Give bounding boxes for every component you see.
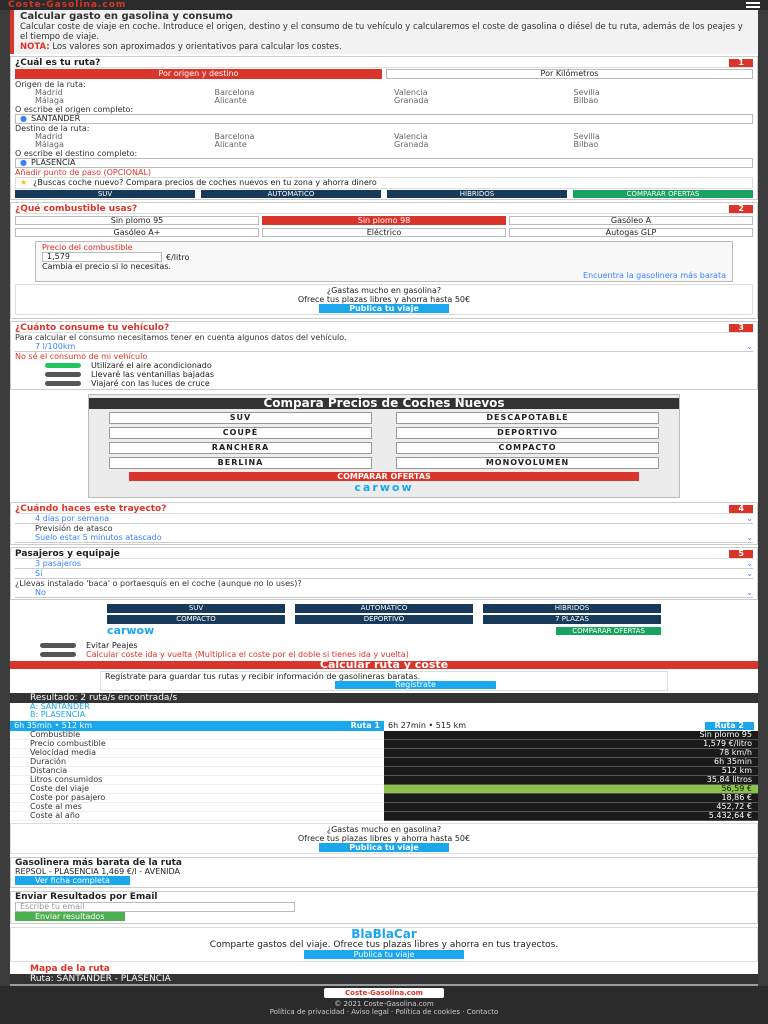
note-label: NOTA: [20,42,50,52]
route-to: B: PLASENCIA [30,710,86,719]
ad-item[interactable]: MONOVOLUMEN [396,457,659,469]
ad2-item[interactable]: SUV [107,604,285,613]
result-value: 452,72 € [384,803,758,812]
route-section [10,56,758,200]
publish-trip-button[interactable]: Publica tu viaje [319,843,449,852]
result-label: Coste al año [10,812,384,821]
price-unit: €/litro [166,252,190,262]
destination-city[interactable]: Madrid [35,132,63,141]
cheapest-text: REPSOL - PLASENCIA 1,469 €/l - AVENIDA [15,867,181,876]
ad-item[interactable]: DESCAPOTABLE [396,412,659,424]
roof-select[interactable] [15,588,753,598]
destination-city[interactable]: Granada [394,140,429,149]
calculate-button[interactable]: Calcular ruta y coste [10,661,758,669]
toggle-lights[interactable] [15,379,753,388]
roof-value: No [35,588,46,597]
price-value: 1,579 [47,252,70,261]
step-badge-1: 1 [729,59,753,67]
destination-city[interactable]: Sevilla [573,132,600,141]
fuel-price-box [35,241,733,282]
result-label: Combustible [10,731,384,740]
note-text: Los valores son aproximados y orientativos para calcular los costes. [52,42,342,52]
carwow-ad [88,394,680,498]
fuel-section [10,202,758,319]
email-placeholder: Escribe tu email [20,902,85,911]
route2-summary: 6h 27min • 515 km [388,721,467,730]
lightbulb-icon: ★ [20,178,28,187]
email-block [10,891,758,924]
origin-city[interactable]: Bilbao [573,96,599,105]
site-logo[interactable]: Coste-Gasolina.com [8,0,127,10]
footer-links[interactable]: Política de privacidad · Aviso legal · Política de cookies · Contacto [269,1008,499,1016]
origin-city[interactable]: Alicante [214,96,247,105]
bbc-sub: Ofrece tus plazas libres y ahorra hasta 50€ [297,295,471,304]
destination-city[interactable]: Alicante [214,140,247,149]
toggle-switch[interactable] [40,643,76,648]
ad-compare-button[interactable]: COMPARAR OFERTAS [129,472,639,481]
consumption-select[interactable] [15,342,753,352]
passengers-value: 3 pasajeros [35,559,82,568]
cheapest-station-block [10,857,758,888]
luggage-value: Sí [35,569,43,578]
cheapest-station-link[interactable]: Encuentra la gasolinera más barata [583,271,726,280]
chip-suv[interactable]: SUV [15,190,195,198]
origin-city[interactable]: Málaga [35,96,64,105]
page-title: Calcular gasto en gasolina y consumo [20,11,233,22]
top-bar [0,0,768,10]
email-input[interactable] [15,902,295,912]
fuel-options [15,214,753,239]
register-text: Regístrate para guardar tus rutas y recibir información de gasolineras baratas. [105,672,421,681]
destination-city[interactable]: Málaga [35,140,64,149]
ad2-item[interactable]: HÍBRIDOS [483,604,661,613]
promo-text: Comparte gastos del viaje. Ofrece tus plazas libres y ahorra en tus trayectos. [209,940,559,950]
chip-automatic[interactable]: AUTOMÁTICO [201,190,381,198]
ad-item[interactable]: COUPÉ [109,427,372,439]
toggle-avoid-tolls[interactable] [10,641,758,650]
origin-label: Origen de la ruta: [15,80,86,89]
route-title: ¿Cuál es tu ruta? [15,57,101,68]
roof-question: ¿Llevas instalado 'baca' o portaesquís en el coche (aunque no lo uses)? [15,579,302,588]
view-details-button[interactable]: Ver ficha completa [15,876,130,885]
result-value: Sin plomo 95 [384,731,758,740]
price-label: Precio del combustible [42,243,133,252]
passengers-title: Pasajeros y equipaje [15,548,120,559]
origin-input[interactable] [15,114,753,124]
footer-logo[interactable]: Coste-Gasolina.com [324,988,444,998]
destination-cities [15,133,753,149]
fuel-title: ¿Qué combustible usas? [15,203,138,214]
tab-kilometers[interactable]: Por Kilómetros [386,69,753,79]
travel-title: ¿Cuándo haces este trayecto? [15,503,167,514]
destination-city[interactable]: Bilbao [573,140,599,149]
result-label: Coste al mes [10,803,384,812]
price-note: Cambia el precio si lo necesitas. [42,262,171,271]
toggle-label: Utilizaré el aire acondicionado [91,361,212,370]
chevron-down-icon: ⌄ [746,342,753,351]
origin-cities [15,89,753,105]
result-value: 56,59 € [384,785,758,794]
price-input[interactable] [42,252,162,262]
toggle-switch[interactable] [45,363,81,368]
step-badge-5: 5 [729,550,753,558]
ad-item[interactable]: COMPACTO [396,442,659,454]
result-label: Litros consumidos [10,776,384,785]
toggle-windows[interactable] [15,370,753,379]
result-value: 5.432,64 € [384,812,758,821]
travel-section [10,502,758,545]
origin-city[interactable]: Valencia [394,88,428,97]
origin-city[interactable]: Sevilla [573,88,600,97]
tip-box [15,177,753,189]
ad-item[interactable]: RANCHERA [109,442,372,454]
chevron-down-icon: ⌄ [746,588,753,597]
frequency-select[interactable] [15,514,753,524]
result-label: Precio combustible [10,740,384,749]
bbc-question: ¿Gastas mucho en gasolina? [326,286,442,295]
origin-city[interactable]: Barcelona [214,88,255,97]
consumption-section [10,321,758,390]
ad-item[interactable]: SUV [109,412,372,424]
blablacar-banner-2 [10,823,758,854]
delay-label: Previsión de atasco [35,524,113,533]
publish-trip-button[interactable]: Publica tu viaje [319,304,449,313]
map-title: Mapa de la ruta [30,964,110,974]
origin-city[interactable]: Granada [394,96,429,105]
blablacar-promo [10,927,758,962]
add-waypoint-link[interactable]: Añadir punto de paso (OPCIONAL) [15,168,152,177]
carwow-ad-2 [105,602,663,639]
results-header [10,693,758,703]
location-pin-icon: ● [20,114,27,123]
toggle-switch[interactable] [40,652,76,657]
result-value: 18,86 € [384,794,758,803]
destination-hint: O escribe el destino completo: [15,149,138,158]
fuel-option[interactable]: Sin plomo 95 [15,216,259,225]
tab-origin-destination[interactable]: Por origen y destino [15,69,382,79]
blablacar-banner [15,284,753,315]
luggage-select[interactable] [15,569,753,579]
ad-title: Compara Precios de Coches Nuevos [89,398,679,409]
origin-value: SANTANDER [30,114,81,123]
map-subtitle: Ruta: SANTANDER - PLASENCIA [10,974,758,984]
result-value: 512 km [384,767,758,776]
result-label: Velocidad media [10,749,384,758]
origin-city[interactable]: Madrid [35,88,63,97]
result-label: Coste del viaje [10,785,384,794]
chevron-down-icon: ⌄ [746,533,753,542]
ad-brand[interactable]: carwow [354,481,414,494]
chevron-down-icon: ⌄ [746,569,753,578]
location-pin-icon: ● [20,158,27,167]
route-from: A: SANTANDER [30,702,90,711]
ad2-item[interactable]: COMPACTO [107,615,285,624]
delay-select[interactable] [15,533,753,543]
step-badge-2: 2 [729,205,753,213]
origin-hint: O escribe el origen completo: [15,105,134,114]
intro-box [10,10,758,54]
fuel-option[interactable]: Eléctrico [262,228,506,237]
register-button[interactable]: Regístrate [335,681,496,689]
tip-text: ¿Buscas coche nuevo? Compara precios de coches nuevos en tu zona y ahorra dinero [33,178,377,187]
destination-input[interactable] [15,158,753,168]
intro-text: Calcular coste de viaje en coche. Introduce el origen, destino y el consumo de tu vehículo y calcularemos el coste de gasolina o diésel de tu ruta, además de los peajes y el tiempo de viaje. [20,22,743,42]
chevron-down-icon: ⌄ [746,559,753,568]
ad2-item[interactable]: 7 PLAZAS [483,615,661,624]
ad2-compare-button[interactable]: COMPARAR OFERTAS [556,627,661,635]
cheapest-title: Gasolinera más barata de la ruta [15,858,182,868]
email-title: Enviar Resultados por Email [15,892,158,902]
results-title: Resultado: 2 ruta/s encontrada/s [30,693,178,703]
frequency-value: 4 días por semana [35,514,110,523]
delay-value: Suelo estar 5 minutos atascado [35,533,162,542]
send-results-button[interactable]: Enviar resultados [15,912,125,921]
results-table [10,731,758,821]
fuel-option[interactable]: Autogas GLP [509,228,753,237]
result-value: 6h 35min [384,758,758,767]
ad-item[interactable]: BERLINA [109,457,372,469]
destination-label: Destino de la ruta: [15,124,90,133]
passengers-section [10,547,758,600]
ad2-item[interactable]: AUTOMÁTICO [295,604,473,613]
route2-button[interactable]: Ruta 2 [705,722,754,730]
consumption-value: 7 l/100km [35,342,76,351]
fuel-option[interactable]: Gasóleo A [509,216,753,225]
toggle-ac[interactable] [15,361,753,370]
bbc-sub: Ofrece tus plazas libres y ahorra hasta 50€ [297,834,471,843]
chevron-down-icon: ⌄ [746,514,753,523]
bbc-question: ¿Gastas mucho en gasolina? [326,825,442,834]
consumption-note: Para calcular el consumo necesitamos tener en cuenta algunos datos del vehículo. [15,333,347,342]
footer-copyright: © 2021 Coste-Gasolina.com [334,1000,434,1008]
blablacar-logo: BlaBlaCar [351,927,417,941]
fuel-option[interactable]: Gasóleo A+ [15,228,259,237]
page-content [10,10,758,986]
menu-icon[interactable] [746,2,760,8]
chip-compare[interactable]: COMPARAR OFERTAS [573,190,753,198]
toggle-switch[interactable] [45,372,81,377]
destination-city[interactable]: Valencia [394,132,428,141]
toggle-label: Viajaré con las luces de cruce [91,379,210,388]
destination-city[interactable]: Barcelona [214,132,255,141]
unknown-consumption-link[interactable]: No sé el consumo de mi vehículo [15,352,148,361]
result-value: 1,579 €/litro [384,740,758,749]
result-value: 78 km/h [384,749,758,758]
map-block [10,965,758,986]
passengers-select[interactable] [15,559,753,569]
route1-button[interactable]: Ruta 1 [350,721,380,730]
car-type-chips [15,190,753,198]
ad-item[interactable]: DEPORTIVO [396,427,659,439]
ad2-item[interactable]: DEPORTIVO [295,615,473,624]
toggle-label: Llevaré las ventanillas bajadas [91,370,215,379]
roundtrip-label: Calcular coste ida y vuelta (Multiplica el coste por el doble si tienes ida y vuelta) [86,650,409,659]
consumption-title: ¿Cuánto consume tu vehículo? [15,322,170,333]
site-footer [0,986,768,1024]
fuel-option-selected[interactable]: Sin plomo 98 [262,216,506,225]
route-options [10,721,758,731]
step-badge-3: 3 [729,324,753,332]
chip-hybrid[interactable]: HÍBRIDOS [387,190,567,198]
result-label: Duración [10,758,384,767]
toggle-switch[interactable] [45,381,81,386]
promo-publish-button[interactable]: Publica tu viaje [304,950,465,959]
result-label: Distancia [10,767,384,776]
destination-value: PLASENCIA [30,158,76,167]
step-badge-4: 4 [729,505,753,513]
result-label: Coste por pasajero [10,794,384,803]
avoid-tolls-label: Evitar Peajes [86,641,138,650]
ad2-brand[interactable]: carwow [107,624,155,637]
result-value: 35,84 litros [384,776,758,785]
route1-summary: 6h 35min • 512 km [14,721,93,730]
register-box [100,671,668,691]
